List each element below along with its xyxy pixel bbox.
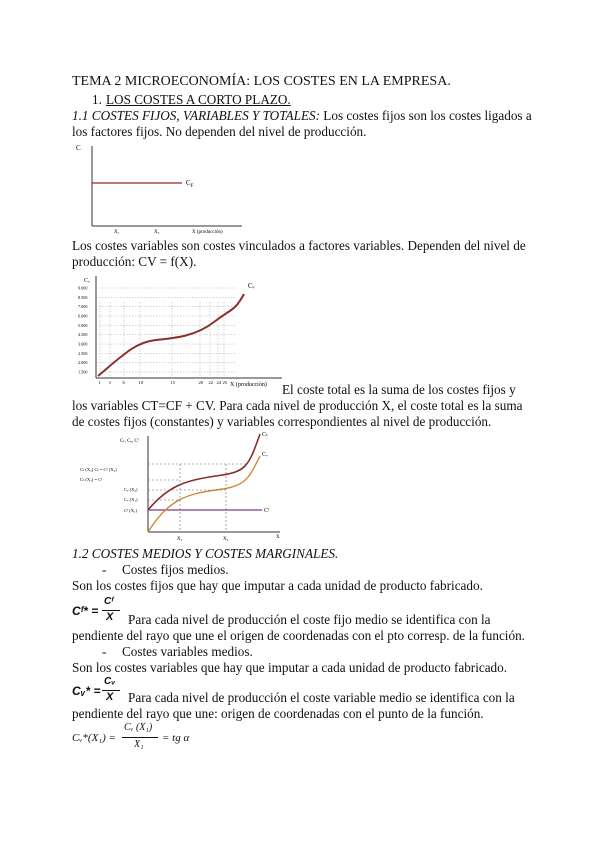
formula-cv-den: X [106, 691, 114, 703]
total-cost-line2: los variables CT=CF + CV. Para cada nivel de producción X, el coste total es la suma [72, 398, 523, 413]
fixed-cost-figure [74, 140, 244, 236]
fig3-left-label-2: Cₜ (X₁) = Cᶠ [80, 477, 103, 482]
fig1-x1-label: X₁ [114, 230, 120, 235]
fig3-ct-label: Cₜ [262, 432, 268, 438]
fig2-y-ticks [78, 286, 87, 375]
variable-average-desc1: Para cada nivel de producción el coste variable medio se identifica con la [128, 690, 515, 705]
section-label: LOS COSTES A CORTO PLAZO. [106, 92, 291, 107]
variable-costs-line2: producción: CV = f(X). [72, 254, 197, 269]
fig2-variable-cost-curve [98, 294, 244, 376]
variable-average-definition: Son los costes variables que hay que imputar a cada unidad de producto fabricado. [72, 660, 508, 675]
formula-cf-num: Cᶠ [104, 596, 114, 607]
fig1-x2-label: X₂ [154, 230, 160, 235]
fixed-average-desc2: pendiente del rayo que une el origen de coordenadas con el pto corresp. de la función. [72, 628, 525, 643]
formula2-den: X₁ [134, 739, 144, 750]
bullet-variable-average [102, 644, 253, 660]
fig2-y-tick-label: 7.000 [78, 304, 88, 310]
fig2-y-tick-label: 9.000 [78, 285, 88, 291]
formula-cv-lhs: Cᵥ* = [72, 684, 101, 698]
bullet-fixed-average [102, 562, 229, 578]
fig3-y-label-4: Cᶠ (X₁) [124, 508, 138, 513]
fixed-costs-text: Los costes fijos son los costes ligados a [323, 108, 532, 123]
fixed-average-definition: Son los costes fijos que hay que imputar a cada unidad de producto fabricado. [72, 578, 483, 593]
fig2-y-tick-label: 3.600 [78, 341, 88, 347]
fig2-x-tick-label: 3 [108, 380, 111, 385]
fig2-x-label: X (producción) [230, 382, 267, 388]
fig2-y-tick-label: 4.500 [78, 332, 88, 338]
formula-cf-lhs: Cᶠ* = [72, 604, 99, 618]
subsection-heading-1-1: 1.1 COSTES FIJOS, VARIABLES Y TOTALES: [72, 108, 320, 123]
fig2-y-label: Cᵥ [84, 278, 90, 284]
fig2-x-tick-label: 22 [208, 380, 214, 385]
bullet-fixed-average-label: Costes fijos medios. [122, 562, 229, 577]
fig2-y-tick-label: 2.000 [78, 360, 88, 366]
subsection-heading-1-2: 1.2 COSTES MEDIOS Y COSTES MARGINALES. [72, 546, 339, 561]
fig2-x-tick-label: 24 [216, 380, 222, 385]
fig3-cf-label: Cᶠ [264, 508, 270, 514]
fixed-average-formula [72, 596, 128, 626]
section-heading-1 [92, 92, 291, 108]
fig3-x-axis-label: X [276, 535, 280, 540]
variable-average-tangent-formula [72, 722, 222, 754]
fig2-x-tick-label: 25 [222, 380, 228, 385]
fig2-y-tick-label: 1.500 [78, 369, 88, 375]
fixed-average-desc1: Para cada nivel de producción el coste fijo medio se identifica con la [128, 612, 491, 627]
bullet-dash: - [102, 562, 107, 577]
fig3-total-cost-curve [148, 434, 260, 510]
fig2-x-tick-label: 10 [138, 380, 144, 385]
fig3-cv-label: Cᵥ [262, 452, 268, 458]
fig2-x-ticks [99, 380, 228, 385]
bullet-dash-2: - [102, 644, 107, 659]
formula2-bar [122, 737, 158, 738]
formula2-num: Cᵥ (X₁) [124, 722, 153, 733]
variable-costs-line1: Los costes variables son costes vinculados a factores variables. Dependen del nivel de [72, 238, 526, 253]
formula-cf-den: X [106, 611, 114, 623]
fig2-grid [96, 288, 236, 378]
fig3-y-label-3: Cᵥ (X₁) [124, 497, 138, 502]
fig1-y-label: C [76, 144, 81, 152]
fig3-left-label-1: Cₜ (X₂) Cₜ = Cᶠ (X₂) [80, 467, 117, 472]
fig2-x-tick-label: 20 [198, 380, 204, 385]
fig2-x-tick-label: 6 [122, 380, 125, 385]
bullet-variable-average-label: Costes variables medios. [122, 644, 253, 659]
total-cost-line1: El coste total es la suma de los costes fijos y [282, 382, 516, 397]
fig2-y-tick-label: 8.500 [78, 294, 88, 300]
variable-average-desc2: pendiente del rayo que une: origen de coordenadas con el punto de la función. [72, 706, 484, 721]
fig3-y-label-2: Cᵥ (X₂) [124, 487, 138, 492]
total-cost-line3: de costes fijos (constantes) y variables correspondientes al nivel de producción. [72, 414, 492, 429]
fig2-y-tick-label: 5.000 [78, 322, 88, 328]
fig1-curve-label: $C_F$ [186, 179, 194, 189]
fig2-x-tick-label: 15 [170, 380, 176, 385]
paragraph-fixed-costs [72, 108, 532, 124]
fig2-curve-label: Cᵥ [248, 282, 255, 290]
fig3-x2-label: X₂ [223, 537, 229, 542]
formula2-rhs: = tg α [162, 732, 190, 744]
formula-cv-num: Cᵥ [104, 676, 116, 687]
formula2-lhs: Cᵥ*(X₁) = [72, 732, 116, 744]
variable-cost-figure [76, 272, 291, 390]
fig3-y-label: Cₜ, Cᵥ, Cᶠ [120, 439, 139, 444]
fig2-y-tick-label: 6.000 [78, 313, 88, 319]
fig2-x-tick-label: 1 [98, 380, 101, 385]
fig2-y-tick-label: 2.500 [78, 350, 88, 356]
fig1-x-label: X (producción) [192, 230, 223, 235]
variable-average-formula [72, 676, 128, 706]
total-cost-figure [76, 428, 286, 544]
fixed-costs-line2: los factores fijos. No dependen del nivel de producción. [72, 124, 367, 139]
fig3-x1-label: X₁ [177, 537, 183, 542]
section-number: 1. [92, 92, 102, 107]
page-title: TEMA 2 MICROECONOMÍA: LOS COSTES EN LA EMPRESA. [72, 74, 451, 89]
